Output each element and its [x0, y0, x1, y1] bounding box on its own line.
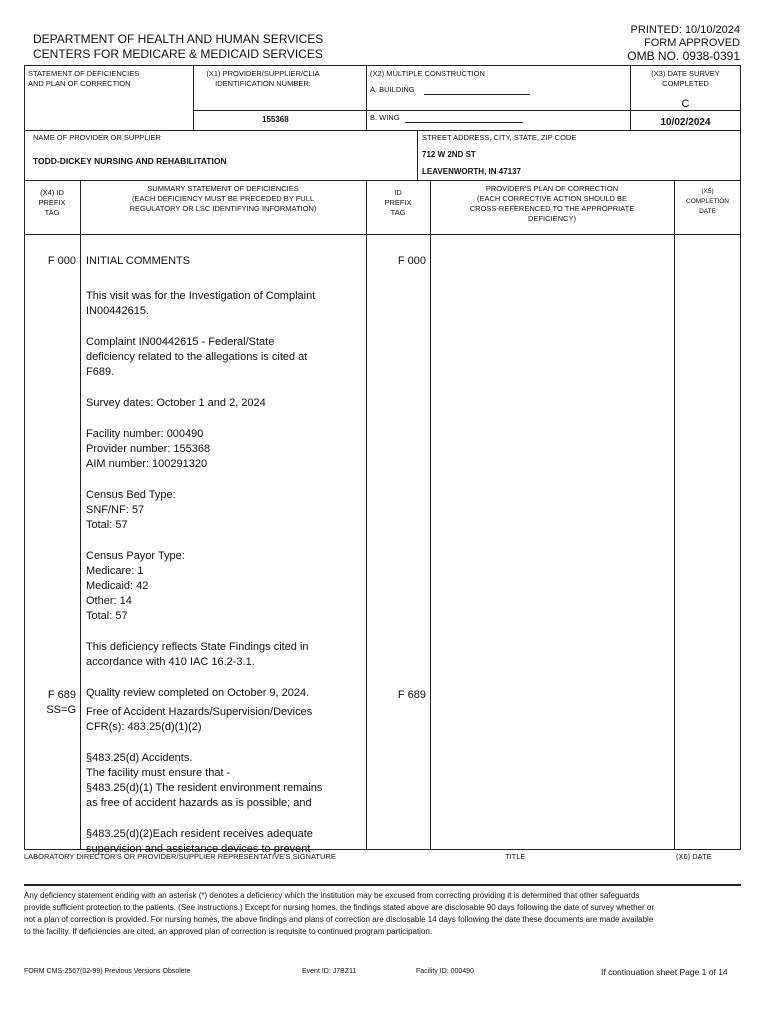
building-label: A. BUILDING — [370, 85, 415, 94]
disclosure-note: Any deficiency statement ending with an asterisk (*) denotes a deficiency which the institution may be excused from correcting providing it is determined that other safeguards provide sufficient protection to the patients. (See instructions.) Except for nursing homes, the findings stated above are disclosable 90 days following the date of survey whether or not a plan of correction is provided. For nursing homes, the above findings and plans of correction are disclosable 14 days following the date these documents are made available to the facility. If deficiencies are cited, an approved plan of correction is requisite to continued program participation. — [24, 891, 654, 936]
omb-number: OMB NO. 0938-0391 — [627, 49, 740, 63]
signature-label: LABORATORY DIRECTOR'S OR PROVIDER/SUPPLIER REPRESENTATIVE'S SIGNATURE — [24, 852, 336, 861]
title-label: TITLE — [505, 852, 526, 861]
supervision-text: §483.25(d)(2)Each resident receives adequate supervision and assistance devices to prevent — [86, 828, 313, 855]
initial-comments-title: INITIAL COMMENTS — [86, 255, 191, 267]
x3-label: (X3) DATE SURVEY COMPLETED — [651, 69, 720, 88]
plan-header: PROVIDER'S PLAN OF CORRECTION (EACH CORRECTIVE ACTION SHOULD BE CROSS-REFERENCED TO THE APPROPRIATE DEFICIENCY) — [469, 184, 635, 223]
accidents-text: §483.25(d) Accidents. The facility must ensure that - §483.25(d)(1) The resident environment remains as free of accident hazards as is possible; and — [86, 752, 323, 809]
prefix-tag-f000: F 000 — [47, 255, 76, 267]
building-blank — [424, 94, 530, 95]
prefix-tag-f689: F 689 SS=G — [46, 689, 76, 716]
investigation-text: This visit was for the Investigation of Complaint IN00442615. — [86, 290, 316, 317]
facility-id: Facility ID: 000490 — [416, 968, 474, 975]
statement-label: STATEMENT OF DEFICIENCIES AND PLAN OF CORRECTION — [28, 69, 140, 88]
provider-name: TODD-DICKEY NURSING AND REHABILITATION — [33, 156, 227, 166]
census-payor-type: Census Payor Type: Medicare: 1 Medicaid: 42 Other: 14 Total: 57 — [86, 550, 185, 622]
address-label: STREET ADDRESS, CITY, STATE, ZIP CODE — [422, 133, 577, 142]
state-findings: This deficiency reflects State Findings cited in accordance with 410 IAC 16.2-3.1. — [86, 641, 309, 668]
page-continuation: If continuation sheet Page 1 of 14 — [601, 967, 728, 977]
street-address: 712 W 2ND ST — [422, 150, 476, 159]
provider-number: 155368 — [262, 115, 289, 124]
complaint-text: Complaint IN00442615 - Federal/State deficiency related to the allegations is cited at F689. — [86, 336, 308, 378]
id-header: ID PREFIX TAG — [384, 188, 412, 217]
x3-letter: C — [681, 98, 690, 110]
wing-blank — [405, 122, 523, 123]
id-tag-f689: F 689 — [397, 689, 426, 701]
facility-numbers: Facility number: 000490 Provider number: 155368 AIM number: 100291320 — [86, 428, 211, 470]
form-number: FORM CMS-2567(02-99) Previous Versions Obsolete — [24, 968, 191, 975]
form-approved: FORM APPROVED — [644, 37, 740, 49]
survey-date: 10/02/2024 — [660, 117, 711, 128]
census-bed-type: Census Bed Type: SNF/NF: 57 Total: 57 — [86, 489, 176, 531]
f689-title: Free of Accident Hazards/Supervision/Devices CFR(s): 483.25(d)(1)(2) — [86, 706, 313, 733]
centers-name: CENTERS FOR MEDICARE & MEDICAID SERVICES — [33, 47, 323, 61]
date-label: (X6) DATE — [676, 852, 712, 861]
agency-header — [33, 32, 323, 62]
printed-date: PRINTED: 10/10/2024 — [630, 24, 740, 36]
summary-statement — [86, 254, 362, 855]
wing-label: B. WING — [370, 113, 400, 122]
quality-review: Quality review completed on October 9, 2024. — [86, 687, 310, 699]
event-id: Event ID: J7BZ11 — [302, 968, 357, 975]
x4-header: (X4) ID PREFIX TAG — [38, 188, 66, 217]
department-name: DEPARTMENT OF HEALTH AND HUMAN SERVICES — [33, 32, 324, 46]
x2-label: (X2) MULTIPLE CONSTRUCTION — [370, 69, 485, 78]
city-state-zip: LEAVENWORTH, IN 47137 — [422, 167, 521, 176]
summary-header: SUMMARY STATEMENT OF DEFICIENCIES (EACH DEFICIENCY MUST BE PRECEDED BY FULL REGULATORY OR LSC IDENTIFYING INFORMATION) — [129, 184, 317, 213]
x1-label: (X1) PROVIDER/SUPPLIER/CLIA IDENTIFICATION NUMBER: — [206, 69, 320, 88]
provider-name-label: NAME OF PROVIDER OR SUPPLIER — [33, 133, 161, 142]
x5-header: (X5) COMPLETION DATE — [686, 188, 729, 215]
form-status-block — [627, 24, 740, 63]
id-tag-f000: F 000 — [397, 255, 426, 267]
survey-dates: Survey dates: October 1 and 2, 2024 — [86, 397, 266, 409]
